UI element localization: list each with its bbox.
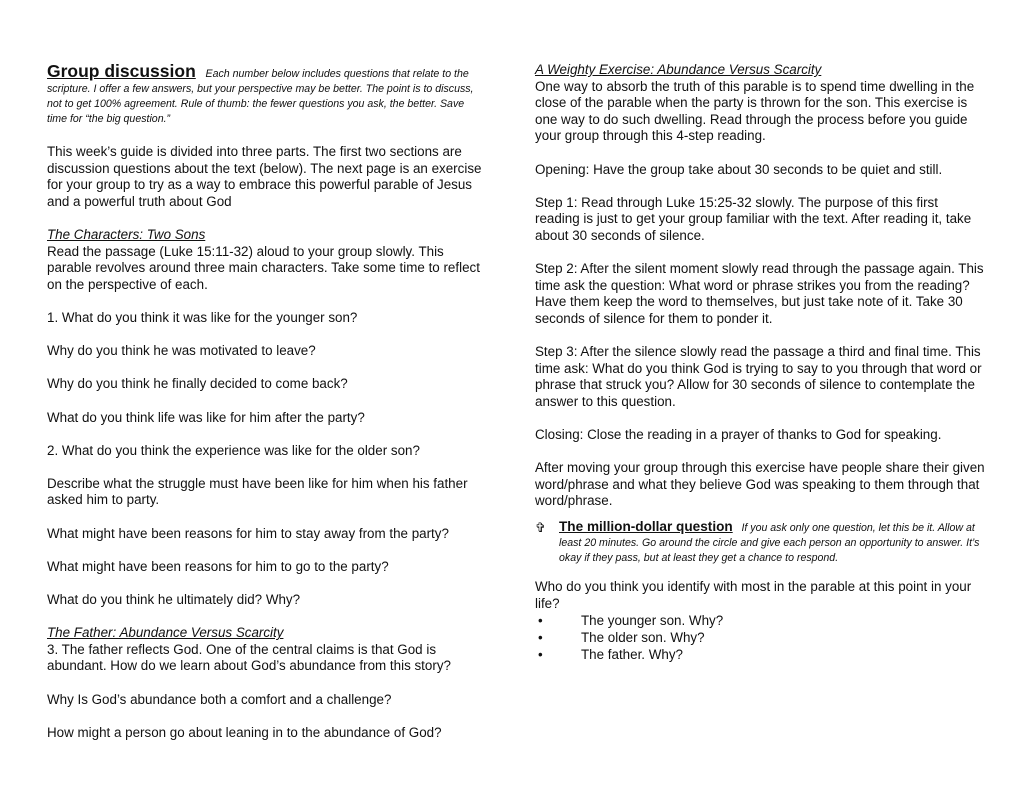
- exercise-heading: A Weighty Exercise: Abundance Versus Scarcity: [535, 62, 822, 77]
- question: Describe what the struggle must have been like for him when his father asked him to party.: [47, 475, 468, 508]
- left-column: [47, 62, 487, 741]
- big-question: Who do you think you identify with most in the parable at this point in your life?: [535, 579, 972, 611]
- question: What do you think life was like for him after the party?: [47, 409, 365, 425]
- question: 2. What do you think the experience was like for the older son?: [47, 442, 420, 458]
- list-item: [535, 646, 985, 663]
- exercise-step-3: Step 3: After the silence slowly read the passage a third and final time. This time ask: What do you think God is trying to say to you through that word or phrase that struck you? Allow for 30 seconds of silence to contemplate the answer to this question.: [535, 344, 982, 409]
- question: Why do you think he finally decided to come back?: [47, 376, 348, 392]
- intro-note: Each number below includes questions that relate to the scripture. I offer a few answers, but your perspective may be better. The point is to discuss, not to get 100% agreement. Rule of thumb: the fewer questions you ask, the better. Save time for “the big question.”: [47, 68, 474, 125]
- section-intro-characters: Read the passage (Luke 15:11-32) aloud to your group slowly. This parable revolves around three main characters. Take some time to reflect on the perspective of each.: [47, 243, 480, 292]
- bullet-icon: •: [538, 647, 543, 663]
- bullet-icon: •: [538, 630, 543, 646]
- million-dollar-question-block: [535, 520, 985, 565]
- question: Why do you think he was motivated to leave?: [47, 343, 316, 359]
- exercise-step-2: Step 2: After the silent moment slowly read through the passage again. This time ask the question: What word or phrase strikes you from the reading? Have them keep the word to themselves, but just take note of it. Take 30 seconds of silence for them to ponder it.: [535, 261, 984, 326]
- million-dollar-text: [559, 520, 985, 565]
- cross-icon: ✞: [535, 520, 546, 536]
- section-heading-father: The Father: Abundance Versus Scarcity: [47, 625, 284, 641]
- list-item-text: The older son. Why?: [581, 630, 705, 646]
- exercise-step-1: Step 1: Read through Luke 15:25-32 slowly. The purpose of this first reading is just to get your group familiar with the text. After reading it, take about 30 seconds of silence.: [535, 194, 972, 243]
- question: What might have been reasons for him to stay away from the party?: [47, 525, 449, 541]
- list-item-text: The father. Why?: [581, 647, 683, 663]
- section-heading-characters: The Characters: Two Sons: [47, 226, 206, 242]
- intro-block: [47, 62, 487, 126]
- question: How might a person go about leaning in to the abundance of God?: [47, 724, 442, 740]
- million-dollar-note: If you ask only one question, let this be it. Allow at least 20 minutes. Go around the circle and give each person an opportunity to answer. It’s okay if they pass, but at least they get a chance to respond.: [559, 522, 980, 565]
- question: Why Is God’s abundance both a comfort and a challenge?: [47, 691, 392, 707]
- exercise-intro: One way to absorb the truth of this parable is to spend time dwelling in the close of the parable when the party is thrown for the son. This exercise is one way to do such dwelling. Read through the process before you guide your group through this 4-step reading.: [535, 78, 975, 144]
- list-item: [535, 629, 985, 646]
- answer-options-list: [535, 612, 985, 663]
- exercise-step-opening: Opening: Have the group take about 30 seconds to be quiet and still.: [535, 161, 943, 177]
- question: 1. What do you think it was like for the younger son?: [47, 309, 358, 325]
- exercise-step-closing: Closing: Close the reading in a prayer of thanks to God for speaking.: [535, 427, 942, 443]
- page-title: Group discussion: [47, 61, 196, 81]
- question: What do you think he ultimately did? Why?: [47, 592, 301, 608]
- right-column: [535, 62, 985, 663]
- list-item: [535, 612, 985, 629]
- overview-paragraph: This week’s guide is divided into three parts. The first two sections are discussion questions about the text (below). The next page is an exercise for your group to try as a way to embrace this powerful parable of Jesus and a powerful truth about God: [47, 144, 482, 209]
- question: What might have been reasons for him to go to the party?: [47, 558, 389, 574]
- bullet-icon: •: [538, 613, 543, 629]
- section-intro-father: 3. The father reflects God. One of the central claims is that God is abundant. How do we learn about God’s abundance from this story?: [47, 641, 451, 674]
- list-item-text: The younger son. Why?: [581, 613, 724, 629]
- million-dollar-title: The million-dollar question: [559, 519, 733, 535]
- exercise-followup: After moving your group through this exercise have people share their given word/phrase and what they believe God was speaking to them through that word/phrase.: [535, 460, 985, 509]
